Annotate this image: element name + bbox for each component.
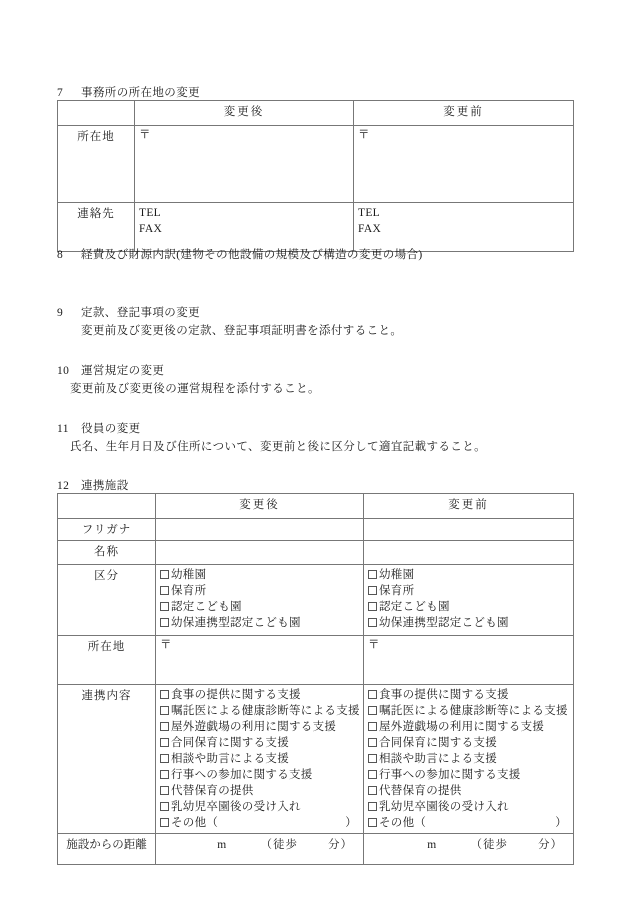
checkbox-label: 保育所 (379, 585, 415, 597)
checkbox-item-other[interactable] (368, 815, 569, 831)
checkbox-label: 相談や助言による支援 (379, 753, 497, 765)
section-title-7: 事務所の所在地の変更 (81, 87, 200, 99)
checkbox-icon[interactable] (368, 738, 377, 747)
checkbox-item[interactable] (160, 751, 359, 767)
row-label-cooperation-content: 連携内容 (58, 685, 156, 834)
checkbox-icon[interactable] (368, 770, 377, 779)
walk-close: 分） (538, 839, 563, 851)
checkbox-icon[interactable] (160, 770, 169, 779)
table-row-distance (58, 834, 574, 865)
postal-mark-before: 〒 (358, 129, 370, 141)
section-title-10: 運営規定の変更 (81, 365, 165, 377)
distance-after-value (160, 836, 359, 854)
column-header-before: 変更前 (354, 101, 574, 126)
name-before-cell[interactable] (364, 541, 574, 565)
checkbox-label-other: その他（ (171, 817, 219, 829)
checkbox-item[interactable] (160, 767, 359, 783)
table-row-address (58, 636, 574, 685)
checkbox-icon[interactable] (160, 738, 169, 747)
other-paren-close: ） (345, 817, 357, 829)
distance-before-cell[interactable] (364, 834, 574, 865)
checkbox-item[interactable] (368, 615, 569, 631)
checkbox-item[interactable] (160, 583, 359, 599)
distance-unit: m (427, 839, 437, 851)
checkbox-item[interactable] (160, 567, 359, 583)
section-heading-10 (57, 362, 164, 380)
section-number-10: 10 (57, 365, 70, 377)
checkbox-icon[interactable] (160, 754, 169, 763)
walk-open: （徒歩 (470, 839, 508, 851)
checkbox-label: 合同保育に関する支援 (379, 737, 497, 749)
checkbox-icon[interactable] (160, 802, 169, 811)
section-description-11: 氏名、生年月日及び住所について、変更前と後に区分して適宜記載すること。 (70, 441, 487, 453)
section-number-7: 7 (57, 87, 64, 99)
postal-mark-after: 〒 (139, 129, 151, 141)
checkbox-item[interactable] (160, 599, 359, 615)
checkbox-label: 代替保育の提供 (171, 785, 254, 797)
checkbox-item[interactable] (368, 783, 569, 799)
row-label-address: 所在地 (58, 126, 135, 203)
checkbox-item[interactable] (368, 599, 569, 615)
section-title-9: 定款、登記事項の変更 (81, 307, 200, 319)
checkbox-label-other: その他（ (379, 817, 427, 829)
checkbox-icon[interactable] (368, 706, 377, 715)
corner-cell (58, 494, 156, 519)
checkbox-icon[interactable] (368, 618, 377, 627)
checkbox-label: 乳幼児卒園後の受け入れ (379, 801, 509, 813)
distance-before-value (368, 836, 569, 854)
checkbox-icon[interactable] (368, 802, 377, 811)
partner-facility-table (57, 493, 574, 865)
checkbox-item[interactable] (160, 703, 359, 719)
row-label-category: 区分 (58, 565, 156, 636)
table-row-cooperation-content (58, 685, 574, 834)
column-header-after: 変更後 (135, 101, 354, 126)
tel-label-before: TEL (358, 207, 380, 219)
section-description-9: 変更前及び変更後の定款、登記事項証明書を添付すること。 (81, 325, 403, 337)
checkbox-label: 保育所 (171, 585, 207, 597)
checkbox-icon[interactable] (160, 586, 169, 595)
contact-before-cell[interactable] (354, 203, 574, 252)
checkbox-label: 認定こども園 (379, 601, 450, 613)
furigana-after-cell[interactable] (156, 519, 364, 541)
fax-label-after: FAX (139, 223, 163, 235)
checkbox-label: 合同保育に関する支援 (171, 737, 289, 749)
table-row-header (58, 101, 574, 126)
checkbox-icon[interactable] (160, 570, 169, 579)
checkbox-item[interactable] (160, 735, 359, 751)
checkbox-icon[interactable] (368, 722, 377, 731)
checkbox-label: 幼稚園 (379, 569, 415, 581)
cooperation-after-cell[interactable] (156, 685, 364, 834)
checkbox-item[interactable] (368, 567, 569, 583)
checkbox-item[interactable] (368, 735, 569, 751)
row-label-address: 所在地 (58, 636, 156, 685)
column-header-before: 変更前 (364, 494, 574, 519)
checkbox-item[interactable] (160, 783, 359, 799)
postal-mark-before: 〒 (368, 639, 380, 651)
checkbox-label: 嘱託医による健康診断等による支援 (171, 705, 360, 717)
table-row-address (58, 126, 574, 203)
address-after-cell[interactable] (156, 636, 364, 685)
checkbox-item[interactable] (160, 799, 359, 815)
checkbox-item[interactable] (368, 767, 569, 783)
checkbox-item[interactable] (160, 615, 359, 631)
distance-unit: m (217, 839, 227, 851)
checkbox-label: 認定こども園 (171, 601, 242, 613)
checkbox-item[interactable] (368, 687, 569, 703)
checkbox-icon[interactable] (368, 570, 377, 579)
checkbox-item[interactable] (368, 719, 569, 735)
office-location-table (57, 100, 574, 252)
category-after-cell[interactable] (156, 565, 364, 636)
checkbox-icon[interactable] (368, 602, 377, 611)
row-label-distance: 施設からの距離 (58, 834, 156, 865)
checkbox-icon[interactable] (160, 786, 169, 795)
checkbox-icon[interactable] (368, 818, 377, 827)
section-heading-9 (57, 304, 200, 322)
cooperation-before-cell[interactable] (364, 685, 574, 834)
checkbox-label: 屋外遊戯場の利用に関する支援 (171, 721, 337, 733)
checkbox-icon[interactable] (160, 722, 169, 731)
checkbox-icon[interactable] (368, 690, 377, 699)
category-before-cell[interactable] (364, 565, 574, 636)
table-row-contact (58, 203, 574, 252)
section-number-9: 9 (57, 307, 64, 319)
table-row-category (58, 565, 574, 636)
checkbox-item[interactable] (368, 583, 569, 599)
checkbox-label: 食事の提供に関する支援 (379, 689, 509, 701)
checkbox-icon[interactable] (160, 618, 169, 627)
other-paren-close: ） (555, 817, 567, 829)
section-description-10: 変更前及び変更後の運営規程を添付すること。 (70, 383, 320, 395)
checkbox-item[interactable] (368, 703, 569, 719)
address-after-cell[interactable] (135, 126, 354, 203)
checkbox-label: 食事の提供に関する支援 (171, 689, 301, 701)
section-heading-8 (57, 246, 423, 264)
section-title-12: 連携施設 (81, 480, 129, 492)
row-label-name: 名称 (58, 541, 156, 565)
checkbox-icon[interactable] (160, 706, 169, 715)
checkbox-icon[interactable] (368, 786, 377, 795)
fax-label-before: FAX (358, 223, 382, 235)
walk-close: 分） (328, 839, 353, 851)
row-label-contact: 連絡先 (58, 203, 135, 252)
section-number-12: 12 (57, 480, 70, 492)
checkbox-label: 幼保連携型認定こども園 (171, 617, 301, 629)
checkbox-label: 屋外遊戯場の利用に関する支援 (379, 721, 545, 733)
name-after-cell[interactable] (156, 541, 364, 565)
checkbox-label: 行事への参加に関する支援 (171, 769, 313, 781)
table-row-name (58, 541, 574, 565)
checkbox-icon[interactable] (160, 602, 169, 611)
postal-mark-after: 〒 (160, 639, 172, 651)
checkbox-item[interactable] (160, 719, 359, 735)
address-before-cell[interactable] (364, 636, 574, 685)
checkbox-item[interactable] (160, 687, 359, 703)
checkbox-icon[interactable] (160, 818, 169, 827)
furigana-before-cell[interactable] (364, 519, 574, 541)
checkbox-label: 嘱託医による健康診断等による支援 (379, 705, 568, 717)
checkbox-item-other[interactable] (160, 815, 359, 831)
table-row-furigana (58, 519, 574, 541)
distance-after-cell[interactable] (156, 834, 364, 865)
contact-after-cell[interactable] (135, 203, 354, 252)
checkbox-icon[interactable] (368, 586, 377, 595)
section-number-11: 11 (57, 423, 69, 435)
section-title-8: 経費及び財源内訳(建物その他設備の規模及び構造の変更の場合) (81, 249, 423, 261)
checkbox-icon[interactable] (368, 754, 377, 763)
checkbox-icon[interactable] (160, 690, 169, 699)
tel-label-after: TEL (139, 207, 161, 219)
column-header-after: 変更後 (156, 494, 364, 519)
checkbox-label: 代替保育の提供 (379, 785, 462, 797)
row-label-furigana: フリガナ (58, 519, 156, 541)
corner-cell (58, 101, 135, 126)
address-before-cell[interactable] (354, 126, 574, 203)
checkbox-label: 幼稚園 (171, 569, 207, 581)
checkbox-item[interactable] (368, 799, 569, 815)
checkbox-label: 相談や助言による支援 (171, 753, 289, 765)
section-heading-11 (57, 420, 141, 438)
checkbox-label: 乳幼児卒園後の受け入れ (171, 801, 301, 813)
checkbox-label: 幼保連携型認定こども園 (379, 617, 509, 629)
section-number-8: 8 (57, 249, 64, 261)
checkbox-label: 行事への参加に関する支援 (379, 769, 521, 781)
walk-open: （徒歩 (260, 839, 298, 851)
table-row-header (58, 494, 574, 519)
section-title-11: 役員の変更 (81, 423, 141, 435)
checkbox-item[interactable] (368, 751, 569, 767)
